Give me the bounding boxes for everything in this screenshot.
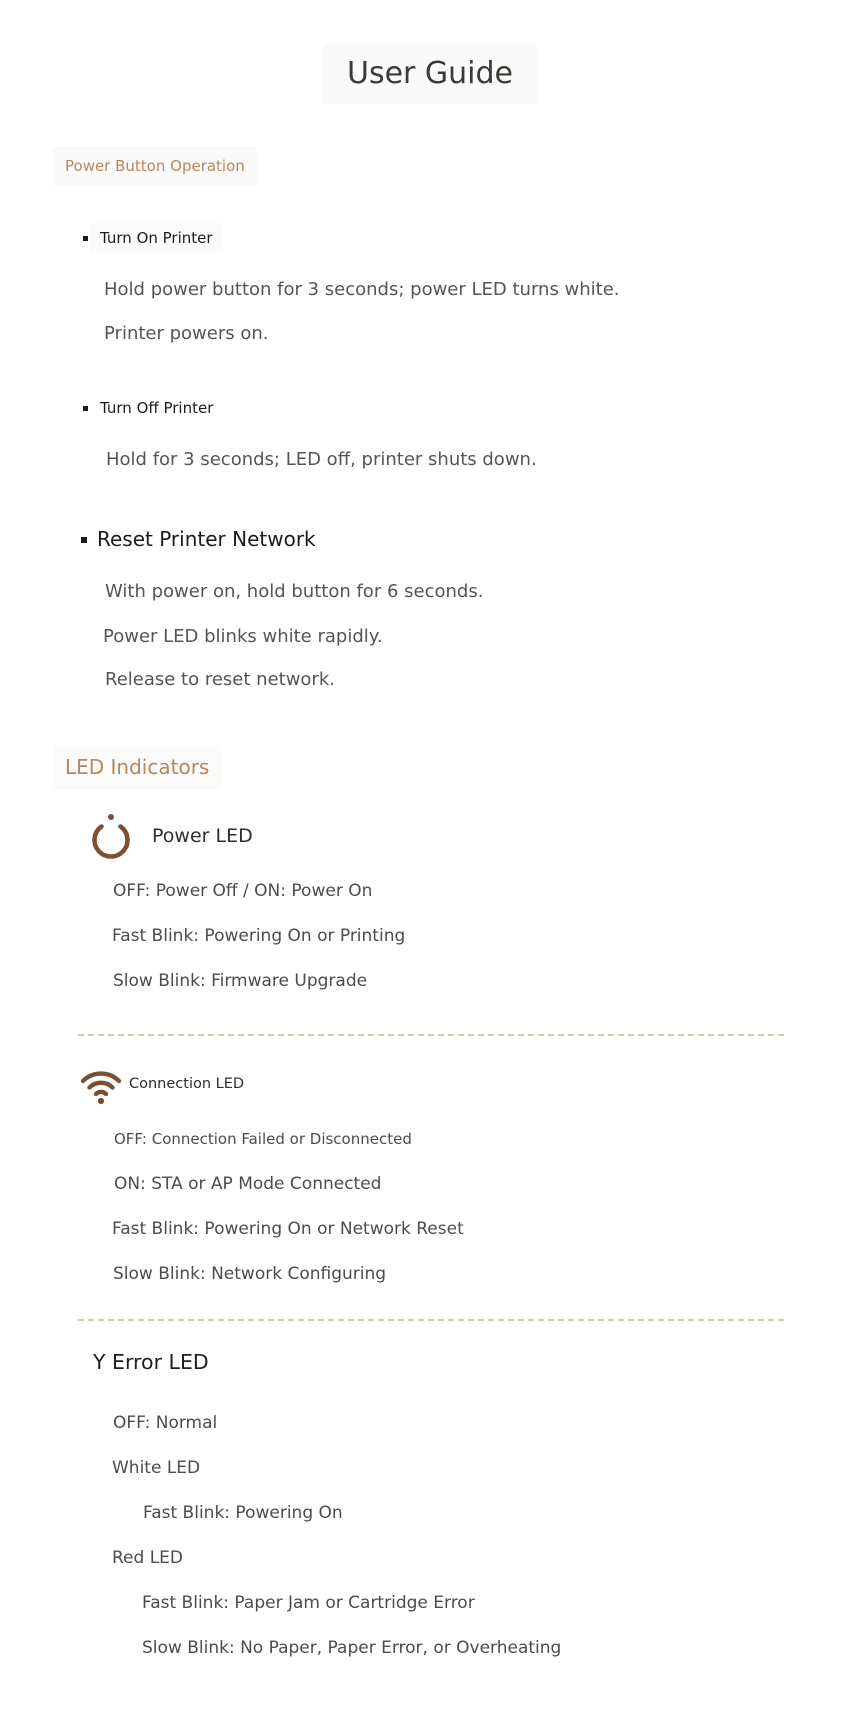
- led-status-line-indented: Slow Blink: No Paper, Paper Error, or Overheating: [142, 1638, 562, 1658]
- list-item-detail: Printer powers on.: [104, 323, 269, 344]
- bullet-square-icon: [83, 236, 88, 241]
- page-title: [0, 44, 860, 104]
- led-status-line: Red LED: [112, 1548, 184, 1568]
- led-status-line: ON: STA or AP Mode Connected: [114, 1174, 382, 1194]
- led-status-line: OFF: Normal: [113, 1413, 218, 1433]
- section-heading-led-indicators: LED Indicators: [53, 745, 221, 790]
- led-status-line-indented: Fast Blink: Paper Jam or Cartridge Error: [142, 1593, 475, 1613]
- power-led-title: Power LED: [152, 825, 253, 847]
- wifi-icon: [79, 1057, 123, 1105]
- list-item-detail: Hold for 3 seconds; LED off, printer shuts down.: [106, 449, 537, 470]
- list-item-detail: Hold power button for 3 seconds; power LED turns white.: [104, 279, 620, 300]
- bullet-square-icon: [81, 537, 87, 543]
- list-item-detail: Release to reset network.: [105, 669, 335, 690]
- led-status-line: Fast Blink: Powering On or Printing: [112, 926, 406, 946]
- dashed-divider: [78, 1319, 784, 1321]
- led-status-line-indented: Fast Blink: Powering On: [143, 1503, 343, 1523]
- led-status-line: Fast Blink: Powering On or Network Reset: [112, 1219, 464, 1239]
- list-item-detail: With power on, hold button for 6 seconds.: [105, 581, 484, 602]
- page-title-text: User Guide: [323, 44, 537, 104]
- dashed-divider: [78, 1034, 784, 1036]
- led-status-line: Slow Blink: Firmware Upgrade: [113, 971, 368, 991]
- error-led-title: Y Error LED: [93, 1350, 209, 1374]
- bullet-square-icon: [83, 406, 88, 411]
- section-heading-power-button: Power Button Operation: [53, 147, 257, 186]
- power-icon: [90, 812, 132, 860]
- list-item-title-reset-network: Reset Printer Network: [97, 527, 316, 551]
- led-status-line: OFF: Power Off / ON: Power On: [113, 881, 373, 901]
- led-status-line: OFF: Connection Failed or Disconnected: [114, 1130, 412, 1148]
- list-item-title-turn-on: Turn On Printer: [100, 229, 213, 248]
- led-status-line: White LED: [112, 1458, 201, 1478]
- connection-led-title: Connection LED: [129, 1076, 245, 1092]
- list-item-detail: Power LED blinks white rapidly.: [103, 626, 383, 647]
- list-item-title-turn-off: Turn Off Printer: [100, 399, 214, 417]
- led-status-line: Slow Blink: Network Configuring: [113, 1264, 387, 1284]
